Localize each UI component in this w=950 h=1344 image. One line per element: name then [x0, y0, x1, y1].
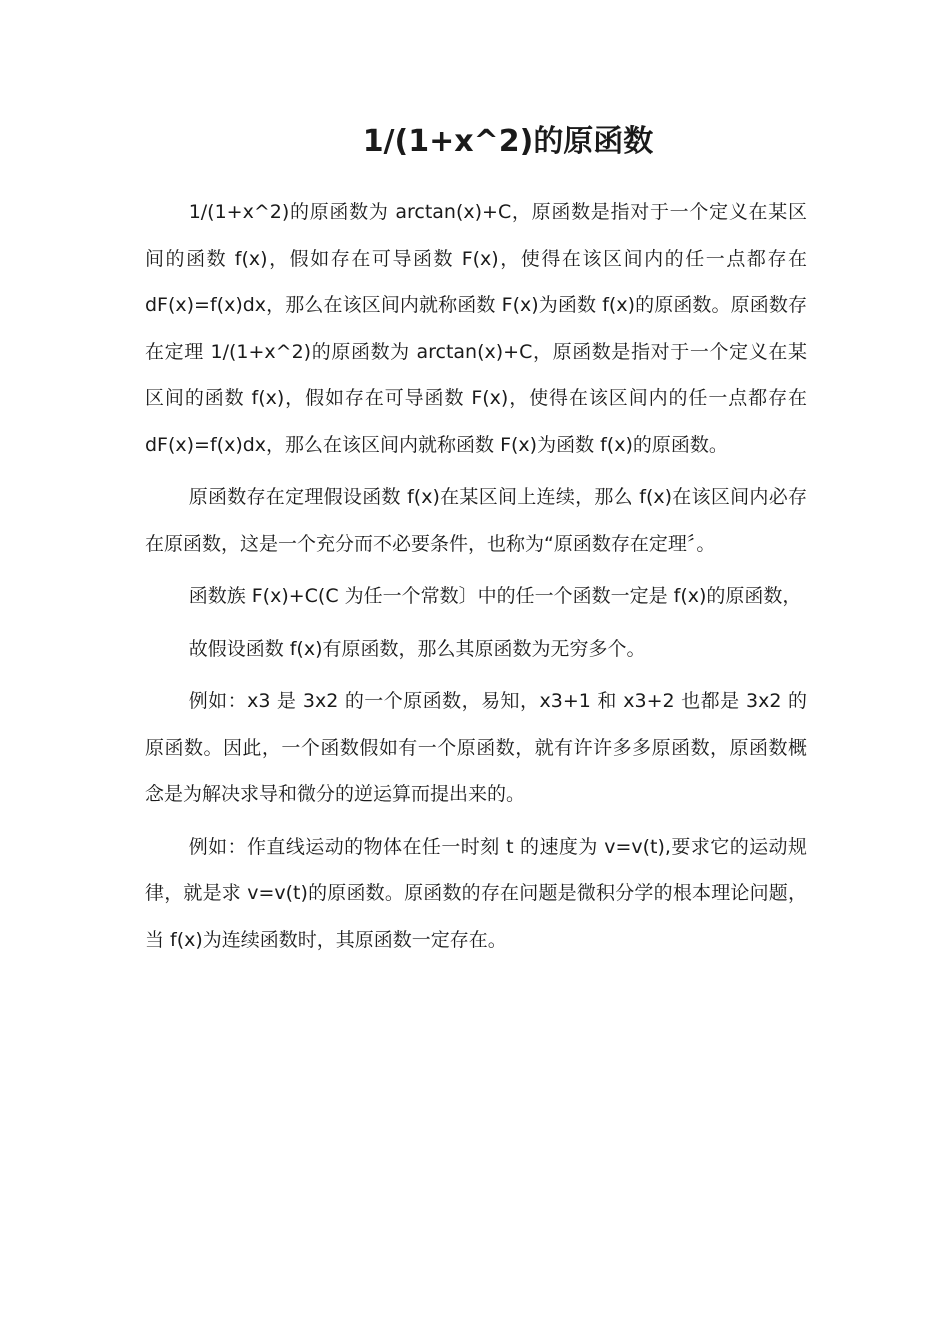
paragraph-4: 故假设函数 f(x)有原函数，那么其原函数为无穷多个。	[188, 637, 646, 660]
paragraph-5: 例如：x3 是 3x2 的一个原函数，易知，x3+1 和 x3+2 也都是 3x2 的原函数。因此，一个函数假如有一个原函数，就有许许多多原函数，原函数概念是为解决求导和微分的逆运算而提出来的。	[145, 690, 807, 805]
document-title: 1/(1+x^2)的原函数	[362, 124, 654, 159]
paragraph-3: 函数族 F(x)+C(C 为任一个常数〕中的任一个函数一定是 f(x)的原函数，	[188, 585, 802, 607]
document-body	[145, 189, 807, 969]
paragraph-1: 1/(1+x^2)的原函数为 arctan(x)+C，原函数是指对于一个定义在某区间的函数 f(x)，假如存在可导函数 F(x)，使得在该区间内的任一点都存在 dF(x)=f(x)dx，那么在该区间内就称函数 F(x)为函数 f(x)的原函数。原函数存在定理 1/(1+x^2)的原函数为 arctan(x)+C，原函数是指对于一个定义在某区间的函数 f(x)，假如存在可导函数 F(x)，使得在该区间内的任一点都存在 dF(x)=f(x)dx，那么在该区间内就称函数 F(x)为函数 f(x)的原函数。	[145, 201, 807, 456]
paragraph-6: 例如：作直线运动的物体在任一时刻 t 的速度为 v=v(t),要求它的运动规律，就是求 v=v(t)的原函数。原函数的存在问题是微积分学的根本理论问题，当 f(x)为连续函数时，其原函数一定存在。	[145, 835, 807, 951]
paragraph-2: 原函数存在定理假设函数 f(x)在某区间上连续，那么 f(x)在该区间内必存在原函数，这是一个充分而不必要条件，也称为“原函数存在定理〞。	[145, 486, 807, 555]
